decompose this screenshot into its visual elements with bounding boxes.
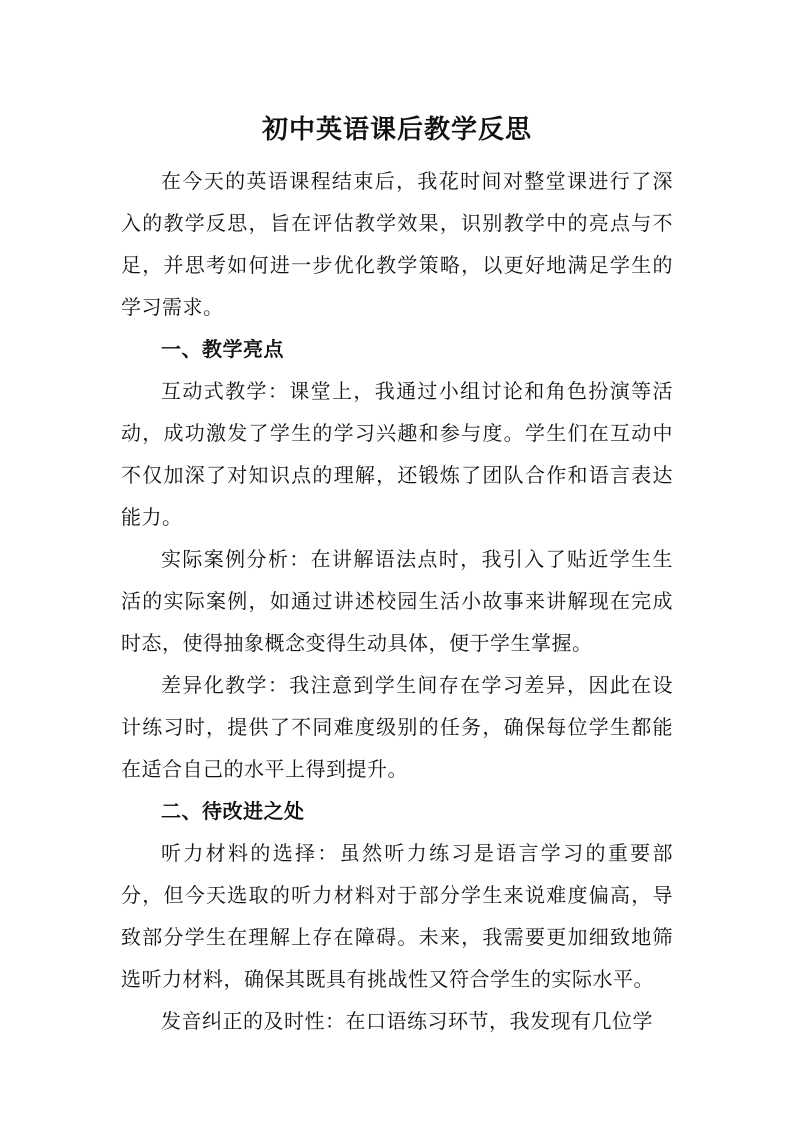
paragraph-pronunciation: 发音纠正的及时性：在口语练习环节，我发现有几位学 <box>161 1009 653 1033</box>
section-heading-highlights: 一、教学亮点 <box>161 337 284 361</box>
paragraph-case-analysis: 实际案例分析：在讲解语法点时，我引入了贴近学生生活的实际案例，如通过讲述校园生活小故事来讲解现在完成时态，使得抽象概念变得生动具体，便于学生掌握。 <box>121 547 673 655</box>
document-body <box>121 160 673 1042</box>
paragraph-listening-materials: 听力材料的选择：虽然听力练习是语言学习的重要部分，但今天选取的听力材料对于部分学生来说难度偏高，导致部分学生在理解上存在障碍。未来，我需要更加细致地筛选听力材料，确保其既具有挑战性又符合学生的实际水平。 <box>121 841 673 991</box>
section-heading-improvements: 二、待改进之处 <box>161 799 305 823</box>
document-title: 初中英语课后教学反思 <box>261 115 532 145</box>
paragraph-interactive-teaching: 互动式教学：课堂上，我通过小组讨论和角色扮演等活动，成功激发了学生的学习兴趣和参与度。学生们在互动中不仅加深了对知识点的理解，还锻炼了团队合作和语言表达能力。 <box>121 379 673 529</box>
paragraph-differentiated-teaching: 差异化教学：我注意到学生间存在学习差异，因此在设计练习时，提供了不同难度级别的任务，确保每位学生都能在适合自己的水平上得到提升。 <box>121 673 673 781</box>
paragraph-intro: 在今天的英语课程结束后，我花时间对整堂课进行了深入的教学反思，旨在评估教学效果，识别教学中的亮点与不足，并思考如何进一步优化教学策略，以更好地满足学生的学习需求。 <box>121 169 673 319</box>
